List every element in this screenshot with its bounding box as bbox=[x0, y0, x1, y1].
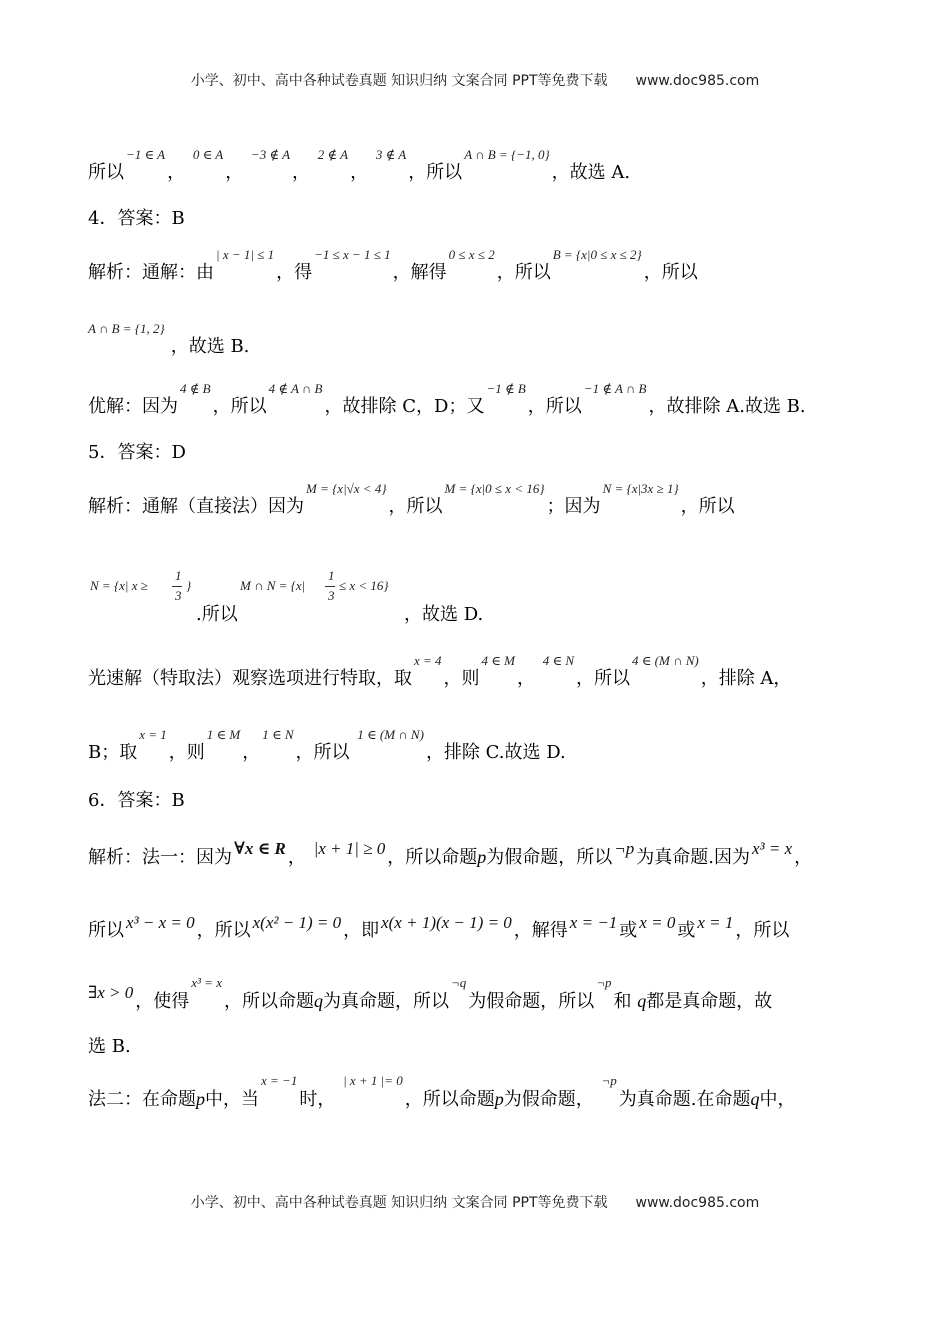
math: 4 ∉ B bbox=[180, 381, 211, 396]
math: 3 ∉ A bbox=[375, 147, 407, 162]
text: ， bbox=[167, 162, 186, 183]
text: ，所以 bbox=[196, 920, 251, 941]
fraction-denominator: 3 bbox=[328, 588, 335, 603]
variable: p bbox=[196, 1089, 205, 1109]
math: −1 ∉ B bbox=[486, 381, 526, 396]
text: 为假命题， bbox=[503, 1089, 594, 1110]
text: 和 bbox=[613, 991, 632, 1012]
text: ， bbox=[242, 742, 261, 763]
text: 或 bbox=[619, 920, 638, 941]
line-4 bbox=[88, 381, 868, 418]
text: ，所以 bbox=[576, 668, 631, 689]
text: ，则 bbox=[168, 742, 205, 763]
math: ≤ x < 16} bbox=[339, 578, 389, 593]
page-header bbox=[0, 70, 950, 90]
fraction-numerator: 1 bbox=[328, 568, 335, 583]
text: 为真命题.在命题 bbox=[618, 1089, 751, 1110]
text: ， bbox=[292, 162, 311, 183]
variable: p bbox=[477, 847, 487, 867]
math: x = 1 bbox=[139, 727, 167, 742]
text: ；因为 bbox=[546, 496, 601, 517]
variable: q bbox=[637, 991, 647, 1011]
line-11 bbox=[88, 975, 868, 1013]
math: −1 ∈ A bbox=[126, 147, 166, 162]
math: ¬p bbox=[601, 1073, 617, 1088]
line-5 bbox=[88, 481, 868, 518]
fraction-numerator: 1 bbox=[175, 568, 182, 583]
text: 时， bbox=[299, 1089, 336, 1110]
text: 为假命题，所以 bbox=[486, 847, 613, 868]
math: | x + 1 |= 0 bbox=[343, 1073, 403, 1088]
math: −1 ∉ A ∩ B bbox=[583, 381, 647, 396]
text: ，解得 bbox=[513, 920, 568, 941]
text: 解析：通解：由 bbox=[88, 262, 214, 283]
math: x³ = x bbox=[751, 839, 793, 858]
text: ， bbox=[350, 162, 369, 183]
text: ，故选 B. bbox=[170, 336, 250, 357]
math: 1 ∈ M bbox=[206, 727, 241, 742]
variable: p bbox=[494, 1089, 504, 1109]
math: 2 ∉ A bbox=[317, 147, 349, 162]
text: ，排除 C.故选 D. bbox=[425, 742, 566, 763]
text: ，故选 A. bbox=[551, 162, 631, 183]
answer-4: 4．答案：B bbox=[88, 208, 185, 229]
text: ， bbox=[225, 162, 244, 183]
text: 解析：法一：因为 bbox=[88, 847, 232, 868]
text: 光速解（特取法）观察选项进行特取，取 bbox=[88, 668, 412, 689]
variable: q bbox=[750, 1089, 760, 1109]
text: ，所以 bbox=[295, 742, 350, 763]
math: 1 ∈ N bbox=[262, 727, 294, 742]
text: 都是真命题，故 bbox=[646, 991, 773, 1012]
math: | x − 1| ≤ 1 bbox=[216, 247, 275, 262]
math: −1 ≤ x − 1 ≤ 1 bbox=[314, 247, 391, 262]
variable: q bbox=[313, 991, 323, 1011]
line-7 bbox=[88, 653, 868, 690]
math: 4 ∈ (M ∩ N) bbox=[632, 653, 699, 668]
text: ，即 bbox=[343, 920, 380, 941]
text: 中，当 bbox=[205, 1089, 259, 1110]
text: B；取 bbox=[88, 742, 138, 763]
line-10 bbox=[88, 913, 868, 942]
text: ，得 bbox=[276, 262, 313, 283]
math: 4 ∉ A ∩ B bbox=[268, 381, 323, 396]
text: 中， bbox=[759, 1089, 796, 1110]
header-text: 小学、初中、高中各种试卷真题 知识归纳 文案合同 PPT等免费下载 bbox=[190, 73, 608, 89]
text: ，所以命题 bbox=[404, 1089, 495, 1110]
math: 4 ∈ N bbox=[542, 653, 575, 668]
math: M = {x|0 ≤ x < 16} bbox=[444, 481, 545, 496]
line-12: 选 B. bbox=[88, 1036, 131, 1057]
answer-6: 6．答案：B bbox=[88, 790, 185, 811]
text: ，所以 bbox=[388, 496, 443, 517]
math: } bbox=[186, 578, 192, 593]
math: x = −1 bbox=[261, 1073, 298, 1088]
math: M ∩ N = {x| bbox=[240, 578, 306, 593]
fraction-bar bbox=[325, 586, 335, 587]
math: x³ = x bbox=[191, 975, 222, 990]
math: N = {x| x ≥ bbox=[90, 578, 148, 593]
text: 优解：因为 bbox=[88, 396, 178, 417]
text: ， bbox=[517, 668, 535, 689]
text: 所以 bbox=[88, 920, 124, 941]
footer-site[interactable]: www.doc985.com bbox=[635, 1195, 760, 1211]
fraction-denominator: 3 bbox=[175, 588, 182, 603]
math: 1 ∈ (M ∩ N) bbox=[357, 727, 424, 742]
line-6-text-a: .所以 bbox=[196, 604, 238, 625]
math: x = −1 bbox=[569, 913, 618, 932]
text: ，所以 bbox=[496, 262, 551, 283]
text: 为假命题，所以 bbox=[468, 991, 595, 1012]
math: |x + 1| ≥ 0 bbox=[313, 839, 386, 858]
text: ，所以 bbox=[643, 262, 698, 283]
math: ¬p bbox=[596, 975, 612, 990]
math: x(x + 1)(x − 1) = 0 bbox=[381, 913, 512, 932]
math: x³ − x = 0 bbox=[126, 913, 195, 932]
text: ，所以 bbox=[408, 162, 463, 183]
text: ，排除 A， bbox=[700, 668, 792, 689]
text: ， bbox=[287, 847, 306, 868]
answer-5: 5．答案：D bbox=[88, 442, 186, 463]
text: ，所以 bbox=[212, 396, 267, 417]
page-footer bbox=[0, 1192, 950, 1212]
text: 所以 bbox=[88, 162, 124, 183]
math: 0 ≤ x ≤ 2 bbox=[448, 247, 495, 262]
line-9 bbox=[88, 839, 868, 869]
line-8 bbox=[88, 727, 868, 764]
math: x = 4 bbox=[414, 653, 442, 668]
fraction-bar bbox=[172, 586, 182, 587]
text: 为真命题.因为 bbox=[636, 847, 750, 868]
text: ，所以 bbox=[527, 396, 582, 417]
line-2 bbox=[88, 247, 868, 284]
math: 0 ∈ A bbox=[192, 147, 224, 162]
text: ，则 bbox=[443, 668, 480, 689]
footer-text: 小学、初中、高中各种试卷真题 知识归纳 文案合同 PPT等免费下载 bbox=[190, 1195, 608, 1211]
math: A ∩ B = {1, 2} bbox=[88, 321, 165, 336]
text: ，所以 bbox=[680, 496, 735, 517]
math: x = 0 bbox=[639, 913, 676, 932]
text: ，所以 bbox=[735, 920, 790, 941]
math: ∀x ∈ R bbox=[234, 839, 286, 858]
text: 法二：在命题 bbox=[88, 1089, 196, 1110]
text: ，故排除 A.故选 B. bbox=[648, 396, 806, 417]
line-13 bbox=[88, 1073, 868, 1111]
math: N = {x|3x ≥ 1} bbox=[602, 481, 679, 496]
math: x(x² − 1) = 0 bbox=[252, 913, 342, 932]
math: M = {x|√x < 4} bbox=[306, 481, 387, 496]
math: 4 ∈ M bbox=[481, 653, 515, 668]
text: ，所以命题 bbox=[387, 847, 478, 868]
math: ¬p bbox=[614, 839, 635, 858]
text: ，故排除 C，D；又 bbox=[324, 396, 485, 417]
math: A ∩ B = {−1, 0} bbox=[464, 147, 550, 162]
line-1 bbox=[88, 147, 868, 184]
math: −3 ∉ A bbox=[250, 147, 291, 162]
text: ，解得 bbox=[392, 262, 447, 283]
math: B = {x|0 ≤ x ≤ 2} bbox=[552, 247, 642, 262]
math: x = 1 bbox=[697, 913, 734, 932]
text: ， bbox=[794, 847, 813, 868]
math: ∃x > 0 bbox=[88, 983, 134, 1002]
text: 或 bbox=[677, 920, 696, 941]
line-3 bbox=[88, 321, 868, 358]
header-site[interactable]: www.doc985.com bbox=[635, 73, 760, 89]
math: ¬q bbox=[450, 975, 467, 990]
text: ，使得 bbox=[135, 991, 190, 1012]
text: 解析：通解（直接法）因为 bbox=[88, 496, 304, 517]
line-6-text-b: ，故选 D. bbox=[404, 604, 484, 625]
text: ，所以命题 bbox=[223, 991, 314, 1012]
text: 为真命题，所以 bbox=[322, 991, 449, 1012]
